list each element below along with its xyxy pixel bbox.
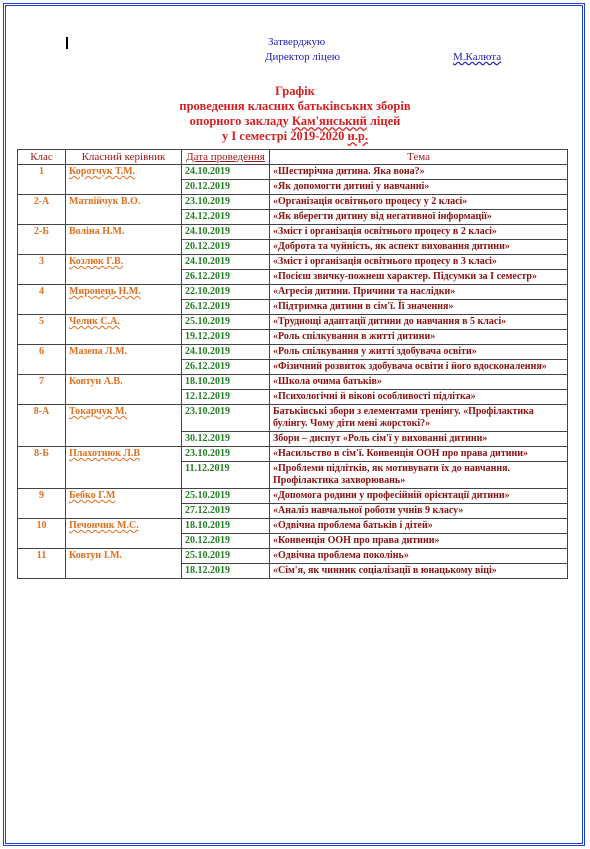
teacher-cell — [66, 225, 182, 255]
class-cell: 11 — [18, 549, 66, 579]
topic-cell: «Одвічна проблема батьків і дітей» — [270, 519, 568, 534]
topic-cell: «Аналіз навчальної роботи учнів 9 класу» — [270, 504, 568, 519]
date-cell: 24.10.2019 — [182, 165, 270, 180]
teacher-cell — [66, 549, 182, 579]
class-cell: 2-А — [18, 195, 66, 225]
table-row — [18, 315, 568, 330]
date-cell: 11.12.2019 — [182, 462, 270, 489]
topic-cell: «Психологічні й вікові особливості підлітка» — [270, 390, 568, 405]
teacher-cell — [66, 519, 182, 549]
topic-cell: «Школа очима батьків» — [270, 375, 568, 390]
topic-cell: «Як вберегти дитину від негативної інформації» — [270, 210, 568, 225]
teacher-name: Челик С.А. — [69, 316, 120, 327]
teacher-name: Миронець Н.М. — [69, 286, 141, 297]
director-label: Директор ліцею — [265, 51, 340, 63]
class-cell: 4 — [18, 285, 66, 315]
teacher-name: Коротчук Т.М. — [69, 166, 136, 177]
date-cell: 24.10.2019 — [182, 345, 270, 360]
topic-cell: «Посієш звичку-пожнеш характер. Підсумки за І семестр» — [270, 270, 568, 285]
topic-cell: «Роль спілкування у житті здобувача освіти» — [270, 345, 568, 360]
teacher-cell — [66, 345, 182, 375]
date-cell: 18.12.2019 — [182, 564, 270, 579]
teacher-name: Ковтун А.В. — [69, 376, 123, 387]
date-cell: 19.12.2019 — [182, 330, 270, 345]
topic-cell: «Як допомогти дитині у навчанні» — [270, 180, 568, 195]
date-cell: 20.12.2019 — [182, 240, 270, 255]
table-row — [18, 447, 568, 462]
date-cell: 24.12.2019 — [182, 210, 270, 225]
date-cell: 26.12.2019 — [182, 300, 270, 315]
topic-cell: Збори – диспут «Роль сім'ї у вихованні дитини» — [270, 432, 568, 447]
class-cell: 10 — [18, 519, 66, 549]
teacher-cell — [66, 255, 182, 285]
date-cell: 25.10.2019 — [182, 489, 270, 504]
topic-cell: «Зміст і організація освітнього процесу в 3 класі» — [270, 255, 568, 270]
table-row — [18, 255, 568, 270]
topic-cell: «Одвічна проблема поколінь» — [270, 549, 568, 564]
col-teacher: Класний керівник — [66, 150, 182, 165]
topic-cell: «Організація освітнього процесу у 2 класі» — [270, 195, 568, 210]
topic-cell: Батьківські збори з елементами тренінгу. «Профілактика булінгу. Чому діти мені жорстокі?» — [270, 405, 568, 432]
date-cell: 25.10.2019 — [182, 549, 270, 564]
teacher-cell — [66, 489, 182, 519]
date-cell: 26.12.2019 — [182, 360, 270, 375]
table-row — [18, 375, 568, 390]
table-row — [18, 345, 568, 360]
col-date: Дата проведення — [182, 150, 270, 165]
topic-cell: «Підтримка дитини в сім'ї. Її значення» — [270, 300, 568, 315]
doc-subtitle-2: опорного закладу Кам'янський ліцей — [189, 114, 401, 128]
date-cell: 18.10.2019 — [182, 519, 270, 534]
teacher-name: Воліна Н.М. — [69, 226, 125, 237]
topic-cell: «Конвенція ООН про права дитини» — [270, 534, 568, 549]
teacher-name: Мазепа Л.М. — [69, 346, 128, 357]
topic-cell: «Насильство в сім'ї. Конвенція ООН про права дитини» — [270, 447, 568, 462]
date-cell: 20.12.2019 — [182, 180, 270, 195]
approval-label: Затверджую — [268, 36, 326, 48]
class-cell: 9 — [18, 489, 66, 519]
teacher-cell — [66, 285, 182, 315]
doc-title: Графік — [275, 84, 315, 98]
teacher-name: Плахотнюк Л.В — [69, 448, 141, 459]
doc-subtitle-3: у І семестрі 2019-2020 н.р. — [222, 129, 368, 143]
date-cell: 24.10.2019 — [182, 255, 270, 270]
col-class: Клас — [18, 150, 66, 165]
date-cell: 27.12.2019 — [182, 504, 270, 519]
teacher-cell — [66, 405, 182, 447]
date-cell: 12.12.2019 — [182, 390, 270, 405]
date-cell: 25.10.2019 — [182, 315, 270, 330]
teacher-name: Токарчук М. — [69, 406, 127, 417]
teacher-cell — [66, 375, 182, 405]
table-header-row — [18, 150, 568, 165]
class-cell: 5 — [18, 315, 66, 345]
teacher-name: Козлюк Г.В. — [69, 256, 124, 267]
date-cell: 20.12.2019 — [182, 534, 270, 549]
meetings-table — [17, 149, 568, 579]
table-row — [18, 165, 568, 180]
director-name: М.Калюта — [453, 51, 502, 63]
date-cell: 23.10.2019 — [182, 447, 270, 462]
teacher-cell — [66, 165, 182, 195]
topic-cell: «Сім'я, як чинник соціалізації в юнацькому віці» — [270, 564, 568, 579]
topic-cell: «Проблеми підлітків, як мотивувати їх до навчання. Профілактика захворювань» — [270, 462, 568, 489]
teacher-name: Матвійчук В.О. — [69, 196, 141, 207]
table-row — [18, 519, 568, 534]
teacher-cell — [66, 195, 182, 225]
topic-cell: «Доброта та чуйність, як аспект виховання дитини» — [270, 240, 568, 255]
teacher-cell — [66, 315, 182, 345]
col-topic: Тема — [270, 150, 568, 165]
teacher-name: Печончик М.С. — [69, 520, 139, 531]
table-row — [18, 549, 568, 564]
topic-cell: «Фізичний розвиток здобувача освіти і його вдосконалення» — [270, 360, 568, 375]
table-row — [18, 225, 568, 240]
date-cell: 30.12.2019 — [182, 432, 270, 447]
class-cell: 1 — [18, 165, 66, 195]
class-cell: 2-Б — [18, 225, 66, 255]
doc-subtitle-1: проведення класних батьківських зборів — [179, 99, 411, 113]
teacher-name: Бебко Г.М — [69, 490, 116, 501]
date-cell: 23.10.2019 — [182, 195, 270, 210]
table-body — [18, 165, 568, 579]
class-cell: 7 — [18, 375, 66, 405]
topic-cell: «Зміст і організація освітнього процесу в 2 класі» — [270, 225, 568, 240]
topic-cell: «Шестирічна дитина. Яка вона?» — [270, 165, 568, 180]
date-cell: 24.10.2019 — [182, 225, 270, 240]
topic-cell: «Труднощі адаптації дитини до навчання в 5 класі» — [270, 315, 568, 330]
date-cell: 22.10.2019 — [182, 285, 270, 300]
class-cell: 3 — [18, 255, 66, 285]
date-cell: 18.10.2019 — [182, 375, 270, 390]
topic-cell: «Допомога родини у професійній орієнтації дитини» — [270, 489, 568, 504]
table-row — [18, 405, 568, 432]
text-cursor — [66, 37, 68, 49]
table-row — [18, 195, 568, 210]
date-cell: 23.10.2019 — [182, 405, 270, 432]
topic-cell: «Агресія дитини. Причини та наслідки» — [270, 285, 568, 300]
teacher-cell — [66, 447, 182, 489]
table-row — [18, 489, 568, 504]
class-cell: 6 — [18, 345, 66, 375]
class-cell: 8-А — [18, 405, 66, 447]
teacher-name: Ковтун І.М. — [69, 550, 123, 561]
class-cell: 8-Б — [18, 447, 66, 489]
table-row — [18, 285, 568, 300]
date-cell: 26.12.2019 — [182, 270, 270, 285]
topic-cell: «Роль спілкування в житті дитини» — [270, 330, 568, 345]
